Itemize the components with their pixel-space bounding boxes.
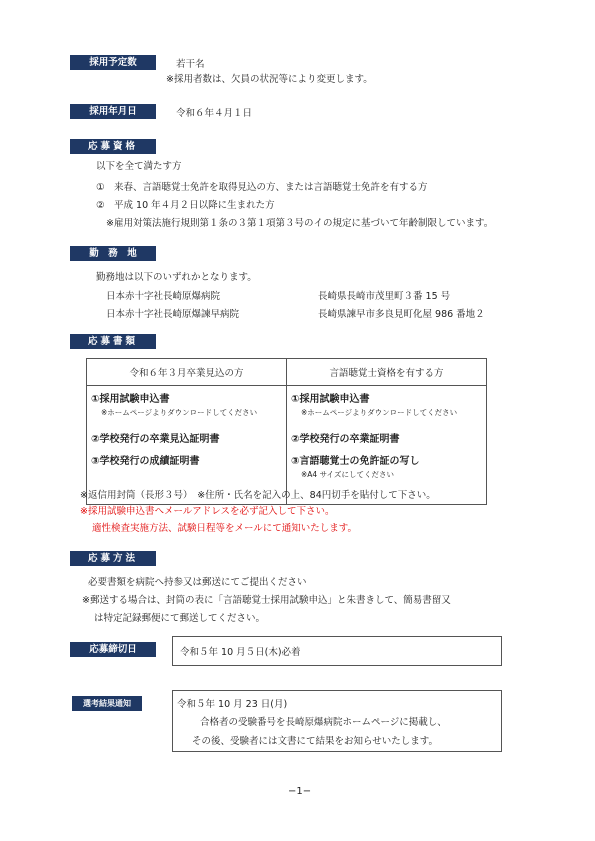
doc-lic-note-3: ※A4 サイズにしてください <box>301 470 394 479</box>
workplace-intro: 勤務地は以下のいずれかとなります。 <box>96 272 257 283</box>
apply-method-line-2: ※郵送する場合は、封筒の表に「言語聴覚士採用試験申込」と朱書きして、簡易書留又 <box>82 595 451 606</box>
hire-date-label: 採用年月日 <box>70 104 156 119</box>
workplace-address-2: 長崎県諫早市多良見町化屋 986 番地２ <box>318 309 485 320</box>
result-label: 選考結果通知 <box>72 696 142 711</box>
result-date: 令和５年 10 月 23 日(月) <box>177 699 288 710</box>
workplace-address-1: 長崎県長崎市茂里町３番 15 号 <box>318 291 451 302</box>
doc-new-item-3: ③学校発行の成績証明書 <box>91 456 200 467</box>
doc-lic-note-1: ※ホームページよりダウンロードしてください <box>301 408 458 417</box>
result-line-1: 合格者の受験番号を長崎原爆病院ホームページに掲載し、 <box>200 717 447 728</box>
apply-method-label: 応募方法 <box>70 551 156 566</box>
deadline-label: 応募締切日 <box>70 642 156 657</box>
workplace-name-2: 日本赤十字社長崎原爆諫早病院 <box>106 309 240 320</box>
documents-label: 応募書類 <box>70 334 156 349</box>
apply-method-line-3: は特定記録郵便にて郵送してください。 <box>94 613 266 624</box>
recruit-count-note: ※採用者数は、欠員の状況等により変更します。 <box>166 74 373 85</box>
documents-header-licensed: 言語聴覚士資格を有する方 <box>287 359 487 386</box>
doc-lic-item-2: ②学校発行の卒業証明書 <box>291 434 400 445</box>
recruit-count-value: 若干名 <box>176 59 205 70</box>
recruit-count-label: 採用予定数 <box>70 55 156 70</box>
apply-method-line-1: 必要書類を病院へ持参又は郵送にてご提出ください <box>88 577 307 588</box>
documents-table <box>86 358 487 505</box>
qualification-label: 応募資格 <box>70 139 156 154</box>
hire-date-value: 令和６年４月１日 <box>176 108 253 119</box>
page-number: −1− <box>288 786 312 797</box>
workplace-name-1: 日本赤十字社長崎原爆病院 <box>106 291 221 302</box>
documents-note-email-2: 適性検査実施方法、試験日程等をメールにて通知いたします。 <box>92 523 358 534</box>
qualification-item-2: ② 平成 10 年４月２日以降に生まれた方 <box>96 200 275 211</box>
workplace-label: 勤 務 地 <box>70 246 156 261</box>
qualification-item-1: ① 来春、言語聴覚士免許を取得見込の方、または言語聴覚士免許を有する方 <box>96 182 428 193</box>
qualification-note: ※雇用対策法施行規則第１条の３第１項第３号のイの規定に基づいて年齢制限しています。 <box>106 218 494 229</box>
documents-note-envelope: ※返信用封筒（長形３号） ※住所・氏名を記入の上、84円切手を貼付して下さい。 <box>80 490 436 501</box>
doc-new-note-1: ※ホームページよりダウンロードしてください <box>101 408 258 417</box>
doc-new-item-1: ①採用試験申込書 <box>91 394 170 405</box>
qualification-intro: 以下を全て満たす方 <box>96 161 182 172</box>
doc-lic-item-3: ③言語聴覚士の免許証の写し <box>291 456 420 467</box>
deadline-value: 令和５年 10 月５日(木)必着 <box>180 647 301 658</box>
documents-header-new-grad: 令和６年３月卒業見込の方 <box>87 359 287 386</box>
doc-new-item-2: ②学校発行の卒業見込証明書 <box>91 434 220 445</box>
result-line-2: その後、受験者には文書にて結果をお知らせいたします。 <box>192 736 438 747</box>
doc-lic-item-1: ①採用試験申込書 <box>291 394 370 405</box>
documents-note-email: ※採用試験申込書へメールアドレスを必ず記入して下さい。 <box>80 506 335 517</box>
